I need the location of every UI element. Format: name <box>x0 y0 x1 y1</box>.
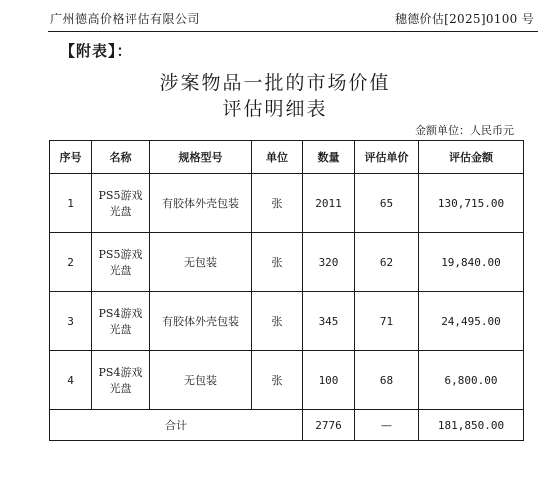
valuation-table <box>49 140 524 441</box>
cell-spec: 无包装 <box>150 233 252 292</box>
cell-name: PS5游戏光盘 <box>92 233 150 292</box>
cell-unit-price: 68 <box>355 351 419 410</box>
cell-name: PS5游戏光盘 <box>92 174 150 233</box>
cell-unit-price: 62 <box>355 233 419 292</box>
table-row <box>50 351 524 410</box>
column-header-amount: 评估金额 <box>419 141 524 174</box>
cell-amount: 130,715.00 <box>419 174 524 233</box>
total-label: 合计 <box>50 410 303 441</box>
cell-quantity: 320 <box>303 233 355 292</box>
cell-quantity: 100 <box>303 351 355 410</box>
page-title: 涉案物品一批的市场价值 <box>159 72 391 94</box>
table-row <box>50 233 524 292</box>
column-header-number: 序号 <box>50 141 92 174</box>
cell-quantity: 345 <box>303 292 355 351</box>
cell-spec: 有胶体外壳包装 <box>150 174 252 233</box>
cell-unit: 张 <box>252 233 303 292</box>
currency-unit-label: 金额单位：人民币元 <box>415 124 514 137</box>
cell-amount: 19,840.00 <box>419 233 524 292</box>
document-number: 穗德价估[2025]0100 号 <box>394 12 534 26</box>
table-row <box>50 292 524 351</box>
cell-spec: 有胶体外壳包装 <box>150 292 252 351</box>
cell-unit: 张 <box>252 174 303 233</box>
company-name: 广州德高价格评估有限公司 <box>50 12 201 26</box>
cell-unit-price: 65 <box>355 174 419 233</box>
cell-spec: 无包装 <box>150 351 252 410</box>
cell-number: 3 <box>50 292 92 351</box>
column-header-quantity: 数量 <box>303 141 355 174</box>
header-divider <box>48 31 538 32</box>
column-header-unit: 单位 <box>252 141 303 174</box>
cell-unit: 张 <box>252 292 303 351</box>
appendix-label: 【附表】： <box>60 42 133 60</box>
cell-amount: 24,495.00 <box>419 292 524 351</box>
cell-amount: 6,800.00 <box>419 351 524 410</box>
table-row <box>50 174 524 233</box>
total-quantity: 2776 <box>303 410 355 441</box>
total-unit-price: — <box>355 410 419 441</box>
column-header-unit-price: 评估单价 <box>355 141 419 174</box>
cell-number: 2 <box>50 233 92 292</box>
cell-number: 1 <box>50 174 92 233</box>
column-header-spec: 规格型号 <box>150 141 252 174</box>
total-amount: 181,850.00 <box>419 410 524 441</box>
column-header-name: 名称 <box>92 141 150 174</box>
cell-unit: 张 <box>252 351 303 410</box>
cell-name: PS4游戏光盘 <box>92 351 150 410</box>
cell-unit-price: 71 <box>355 292 419 351</box>
total-row <box>50 410 524 441</box>
table-header-row <box>50 141 524 174</box>
cell-number: 4 <box>50 351 92 410</box>
page-subtitle: 评估明细表 <box>222 98 328 120</box>
cell-name: PS4游戏光盘 <box>92 292 150 351</box>
cell-quantity: 2011 <box>303 174 355 233</box>
